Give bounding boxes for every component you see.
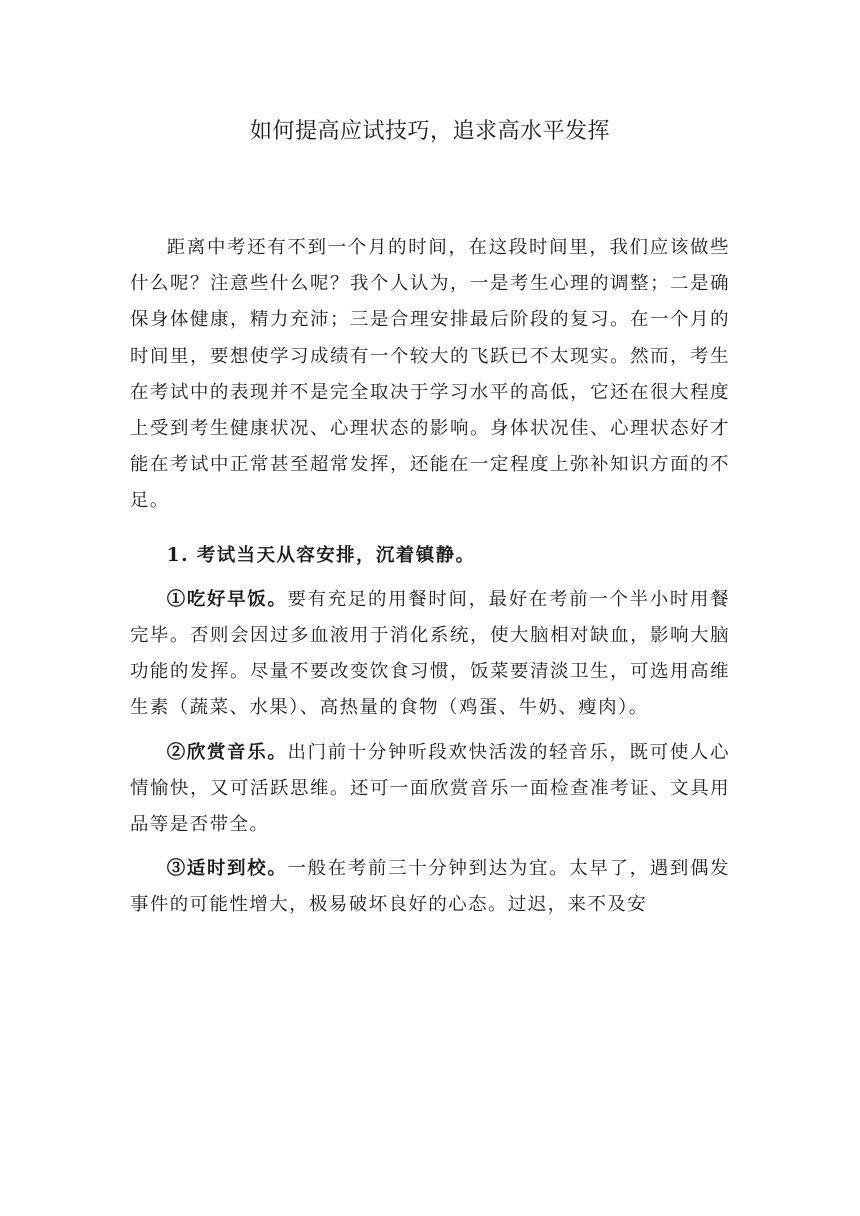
intro-paragraph: 距离中考还有不到一个月的时间，在这段时间里，我们应该做些什么呢？注意些什么呢？我个人认为，一是考生心理的调整；二是确保身体健康，精力充沛；三是合理安排最后阶段的复习。在一个月的时间里，要想使学习成绩有一个较大的飞跃已不太现实。然而，考生在考试中的表现并不是完全取决于学习水平的高低，它还在很大程度上受到考生健康状况、心理状态的影响。身体状况佳、心理状态好才能在考试中正常甚至超常发挥，还能在一定程度上弥补知识方面的不足。 [130, 237, 730, 512]
item-paragraph-1 [130, 582, 730, 727]
item-text-3: 一般在考前三十分钟到达为宜。太早了，遇到偶发事件的可能性增大，极易破坏良好的心态。过迟，来不及安 [130, 858, 730, 916]
item-paragraph-2 [130, 735, 730, 844]
item-lead-3: ③适时到校。 [166, 858, 288, 880]
item-lead-2: ②欣赏音乐。 [166, 741, 288, 763]
document-body [130, 230, 730, 924]
item-text-2: 出门前十分钟听段欢快活泼的轻音乐，既可使人心情愉快，又可活跃思维。还可一面欣赏音乐一面检查准考证、文具用品等是否带全。 [130, 741, 730, 836]
section-heading: 1. 考试当天从容安排，沉着镇静。 [166, 544, 476, 566]
document-title: 如何提高应试技巧，追求高水平发挥 [249, 119, 610, 144]
item-text-1: 要有充足的用餐时间，最好在考前一个半小时用餐完毕。否则会因过多血液用于消化系统，使大脑相对缺血，影响大脑功能的发挥。尽量不要改变饮食习惯，饭菜要清淡卫生，可选用高维生素（蔬菜、水果）、高热量的食物（鸡蛋、牛奶、瘦肉）。 [130, 588, 730, 719]
item-lead-1: ①吃好早饭。 [166, 588, 288, 610]
item-paragraph-3 [130, 851, 730, 923]
